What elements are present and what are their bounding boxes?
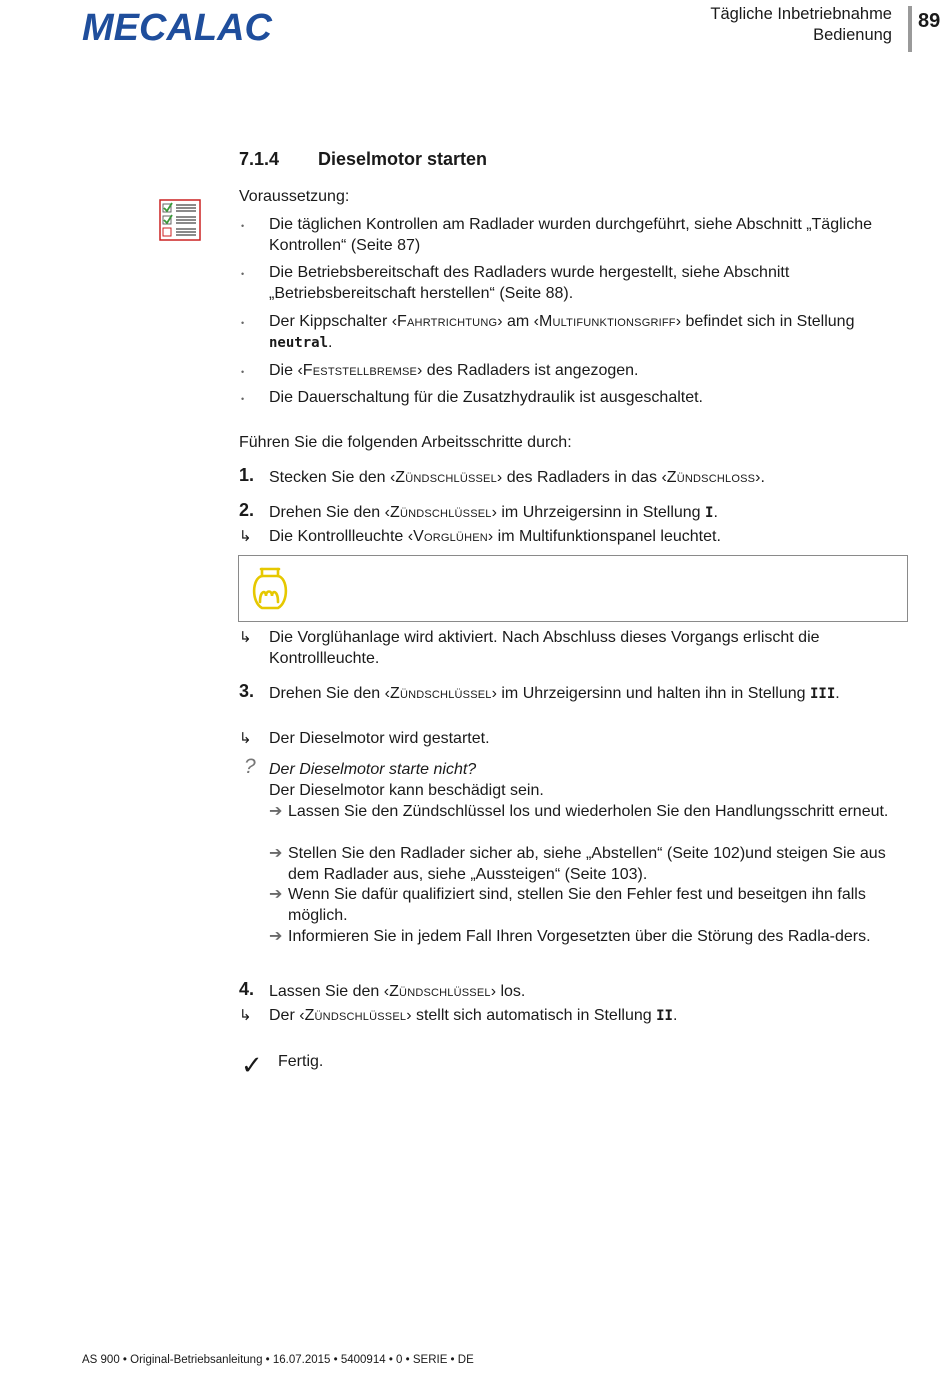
mecalac-logo [82, 6, 287, 55]
section-number: 7.1.4 [239, 149, 280, 169]
result-arrow-icon: ↳ [239, 629, 252, 646]
prerequisite-text: Der Kippschalter ‹Fahrtrichtung› am ‹Multifunktionsgriff› befindet sich in Stellung neutral. [269, 313, 855, 351]
prerequisite-text: Die täglichen Kontrollen am Radlader wurden durchgeführt, siehe Abschnitt „Tägliche Kontrollen“ (Seite 87) [269, 216, 873, 254]
page-number: 89 [918, 10, 941, 32]
bullet-icon: • [241, 318, 245, 328]
result-arrow-icon: ↳ [239, 730, 252, 747]
action-text: Wenn Sie dafür qualifiziert sind, stellen Sie den Fehler fest und beseitgen ihn falls möglich. [288, 886, 866, 924]
running-header [710, 4, 892, 46]
action-text: Stellen Sie den Radlader sicher ab, siehe „Abstellen“ (Seite 102)und steigen Sie aus dem Radlader aus, siehe „Aussteigen“ (Seite 103). [288, 845, 886, 883]
step-text: Drehen Sie den ‹Zündschlüssel› im Uhrzeigersinn in Stellung I. [269, 504, 718, 521]
step-number: 3. [239, 681, 255, 701]
result-text: Der ‹Zündschlüssel› stellt sich automatisch in Stellung II. [269, 1007, 678, 1024]
prerequisite-text: Die ‹Feststellbremse› des Radladers ist angezogen. [269, 362, 639, 379]
checkmark-icon: ✓ [241, 1050, 263, 1080]
checklist-icon [159, 199, 201, 246]
chapter-title: Tägliche Inbetriebnahme [710, 5, 892, 23]
bullet-icon: • [241, 394, 245, 404]
glow-plug-warning-icon [250, 566, 290, 619]
action-arrow-icon: ➔ [269, 886, 283, 903]
result-text: Die Kontrollleuchte ‹Vorglühen› im Multifunktionspanel leuchtet. [269, 528, 721, 545]
header-divider [908, 6, 912, 52]
result-arrow-icon: ↳ [239, 1007, 252, 1024]
section-title: Dieselmotor starten [318, 149, 488, 169]
done-label: Fertig. [278, 1053, 324, 1070]
step-number: 1. [239, 465, 255, 485]
action-text: Informieren Sie in jedem Fall Ihren Vorgesetzten über die Störung des Radla-ders. [288, 928, 871, 945]
step-text: Lassen Sie den ‹Zündschlüssel› los. [269, 983, 526, 1000]
action-arrow-icon: ➔ [269, 803, 283, 820]
prerequisite-label: Voraussetzung: [239, 188, 350, 205]
action-text: Lassen Sie den Zündschlüssel los und wiederholen Sie den Handlungsschritt erneut. [288, 803, 889, 820]
logo-graphic [82, 6, 287, 50]
page-footer: AS 900 • Original-Betriebsanleitung • 16.07.2015 • 5400914 • 0 • SERIE • DE [82, 1354, 474, 1366]
question-icon: ? [244, 755, 256, 778]
troubleshoot-cause: Der Dieselmotor kann beschädigt sein. [269, 782, 544, 799]
step-text: Stecken Sie den ‹Zündschlüssel› des Radladers in das ‹Zündschloss›. [269, 469, 765, 486]
indicator-box [238, 555, 908, 622]
prerequisite-text: Die Dauerschaltung für die Zusatzhydraulik ist ausgeschaltet. [269, 389, 703, 406]
prerequisite-text: Die Betriebsbereitschaft des Radladers wurde hergestellt, siehe Abschnitt „Betriebsbereitschaft herstellen“ (Seite 88). [269, 264, 790, 302]
action-arrow-icon: ➔ [269, 845, 283, 862]
bullet-icon: • [241, 269, 245, 279]
troubleshoot-question: Der Dieselmotor starte nicht? [269, 761, 477, 778]
section-heading [239, 149, 487, 170]
bullet-icon: • [241, 367, 245, 377]
steps-intro: Führen Sie die folgenden Arbeitsschritte durch: [239, 434, 572, 451]
action-arrow-icon: ➔ [269, 928, 283, 945]
bullet-icon: • [241, 221, 245, 231]
step-text: Drehen Sie den ‹Zündschlüssel› im Uhrzeigersinn und halten ihn in Stellung III. [269, 685, 840, 702]
result-text: Der Dieselmotor wird gestartet. [269, 730, 490, 747]
result-arrow-icon: ↳ [239, 528, 252, 545]
logo-text: MECALAC [82, 7, 272, 49]
result-text: Die Vorglühanlage wird aktiviert. Nach Abschluss dieses Vorgangs erlischt die Kontrollleuchte. [269, 629, 820, 667]
section-label: Bedienung [813, 26, 892, 44]
step-number: 4. [239, 979, 255, 999]
step-number: 2. [239, 500, 255, 520]
